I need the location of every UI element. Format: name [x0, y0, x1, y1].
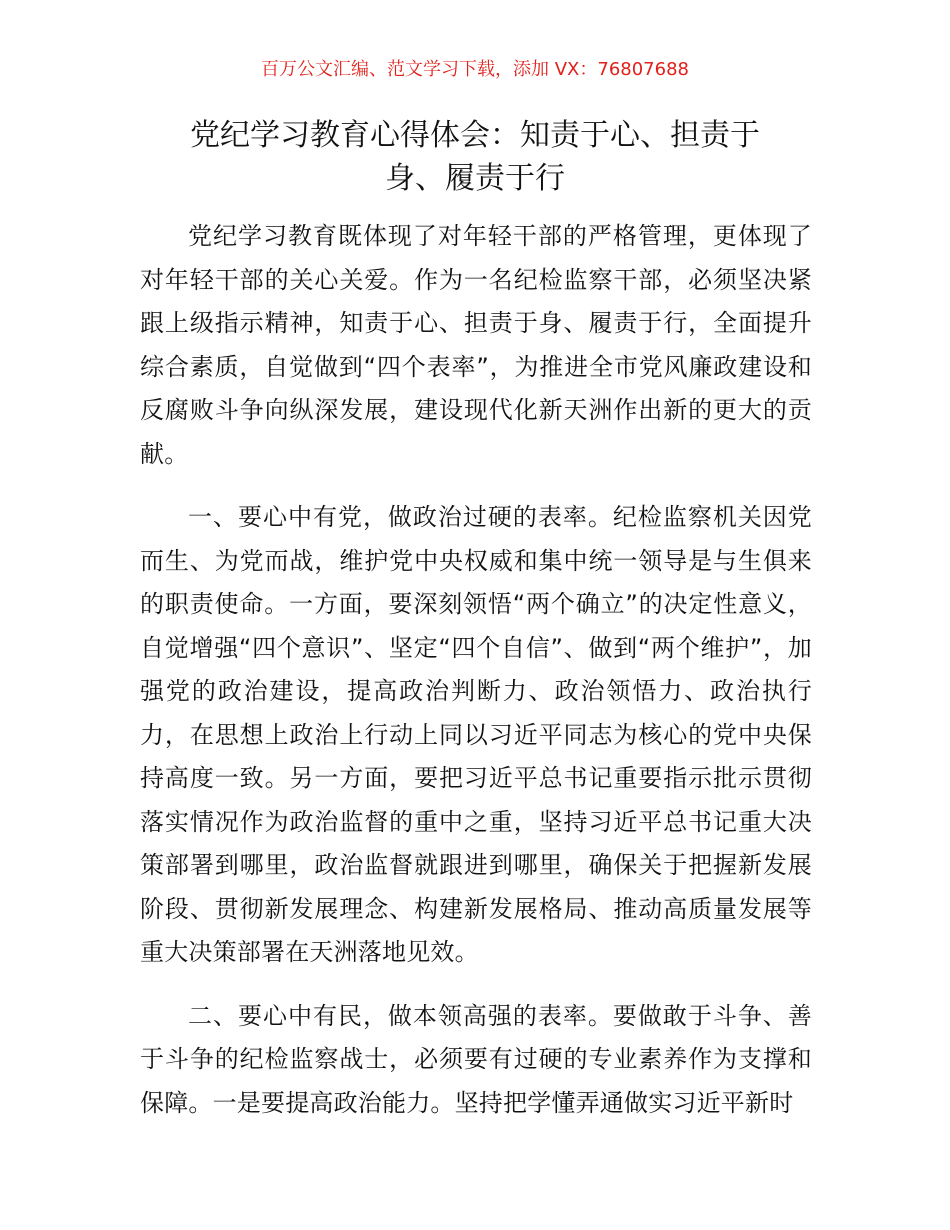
- header-banner: 百万公文汇编、范文学习下载，添加 VX：76807688: [261, 59, 689, 80]
- document-body: [140, 215, 812, 1145]
- title-line-2: 身、履责于行: [385, 161, 565, 196]
- paragraph-section-2: 二、要心中有民，做本领高强的表率。要做敢于斗争、善于斗争的纪检监察战士，必须要有过硬的专业素养作为支撑和保障。一是要提高政治能力。坚持把学懂弄通做实习近平新时: [140, 1001, 812, 1117]
- paragraph-section-1: 一、要心中有党，做政治过硬的表率。纪检监察机关因党而生、为党而战，维护党中央权威和集中统一领导是与生俱来的职责使命。一方面，要深刻领悟“两个确立”的决定性意义，自觉增强“四个意识”、坚定“四个自信”、做到“两个维护”，加强党的政治建设，提高政治判断力、政治领悟力、政治执行力，在思想上政治上行动上同以习近平同志为核心的党中央保持高度一致。另一方面，要把习近平总书记重要指示批示贯彻落实情况作为政治监督的重中之重，坚持习近平总书记重大决策部署到哪里，政治监督就跟进到哪里，确保关于把握新发展阶段、贯彻新发展理念、构建新发展格局、推动高质量发展等重大决策部署在天洲落地见效。: [140, 503, 812, 966]
- document-title: [140, 114, 810, 200]
- paragraph-intro: 党纪学习教育既体现了对年轻干部的严格管理，更体现了对年轻干部的关心关爱。作为一名纪检监察干部，必须坚决紧跟上级指示精神，知责于心、担责于身、履责于行，全面提升综合素质，自觉做到“四个表率”，为推进全市党风廉政建设和反腐败斗争向纵深发展，建设现代化新天洲作出新的更大的贡献。: [140, 222, 812, 468]
- title-line-1: 党纪学习教育心得体会：知责于心、担责于: [190, 118, 760, 153]
